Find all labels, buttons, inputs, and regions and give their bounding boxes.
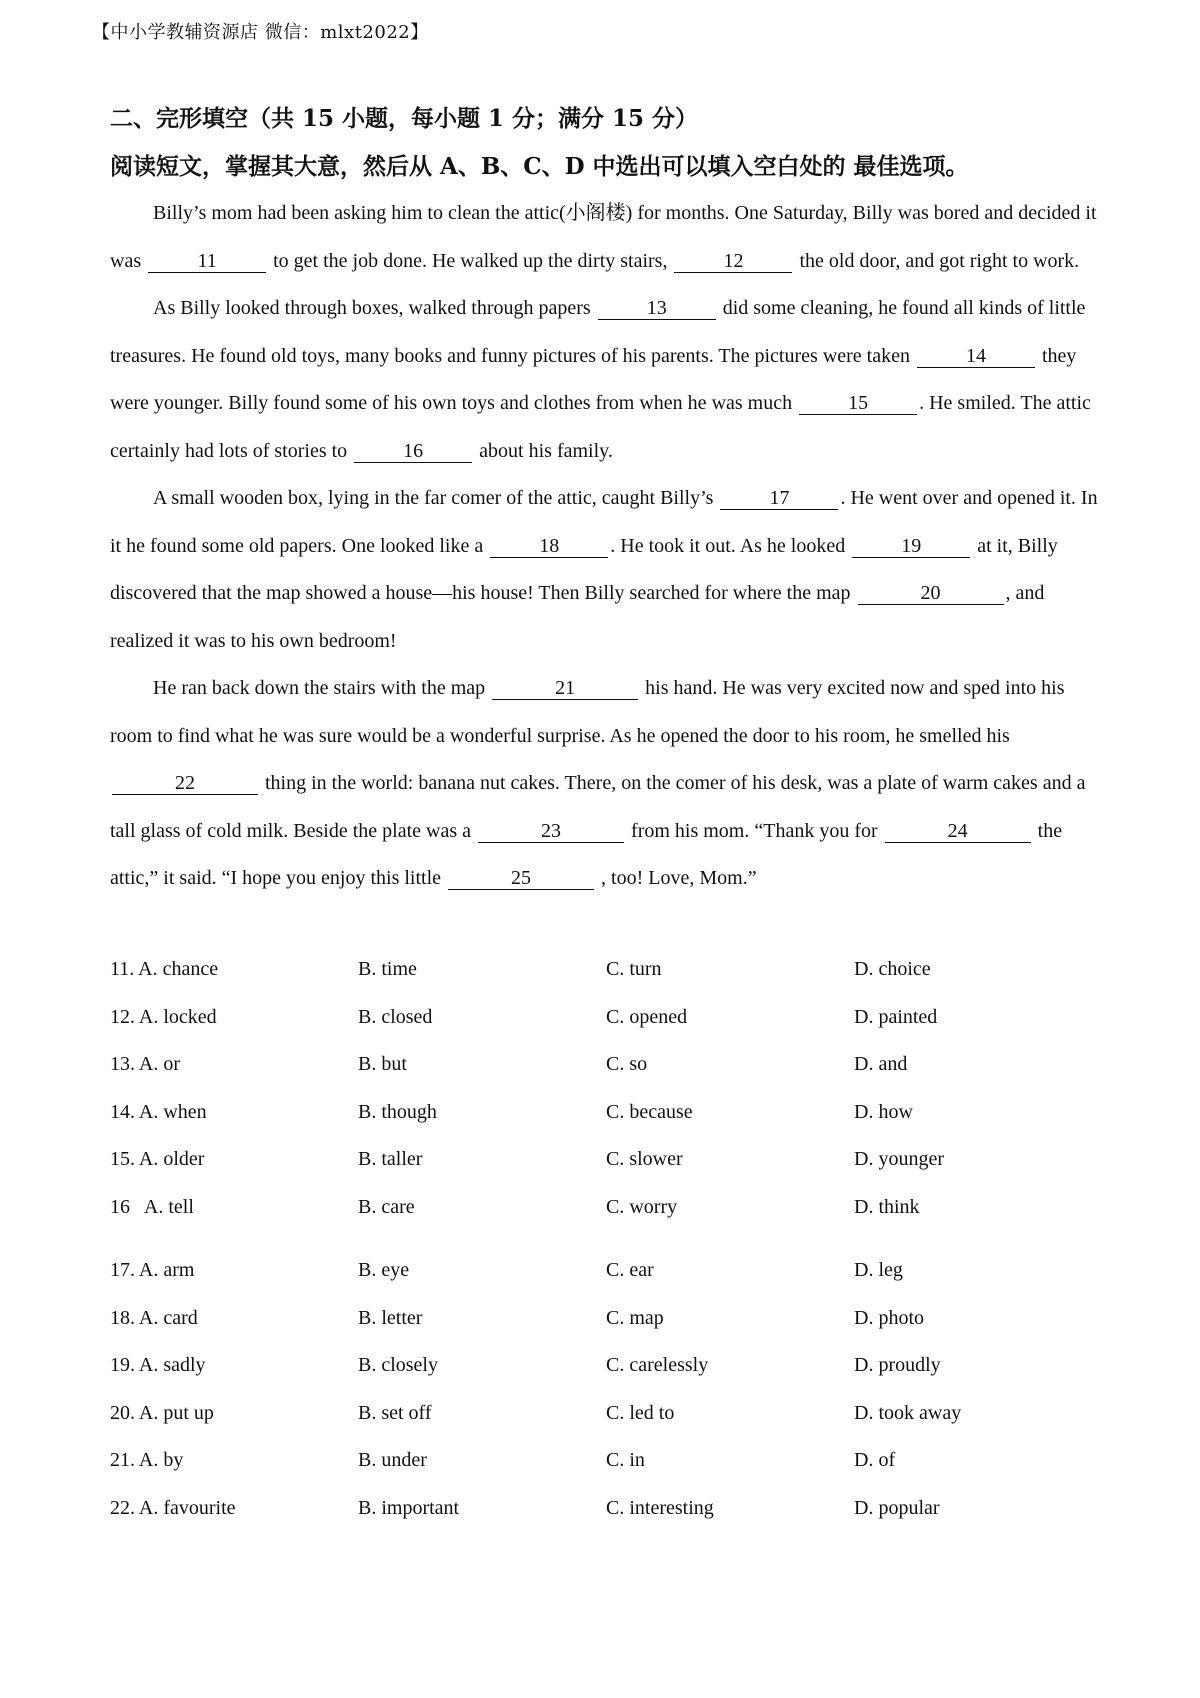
option-b: B. closed [358, 1005, 433, 1028]
blank-20: 20 [858, 582, 1004, 605]
blank-23: 23 [478, 820, 624, 843]
option-d: D. younger [854, 1148, 944, 1171]
option-d: D. leg [854, 1259, 903, 1282]
passage-text: from his mom. “Thank you for [626, 819, 883, 842]
reading-passage [110, 190, 1110, 903]
option-c: C. so [606, 1053, 648, 1076]
option-row-11 [110, 946, 1110, 994]
blank-14: 14 [917, 345, 1035, 368]
option-d: D. took away [854, 1401, 962, 1424]
option-c: C. in [606, 1449, 645, 1472]
option-b: B. though [358, 1100, 437, 1123]
answer-options [110, 946, 1110, 1532]
passage-text: the attic,” it said. “I hope you enjoy this little [110, 819, 1063, 889]
passage-text: . He smiled. The attic certainly had lots of stories to [110, 392, 1091, 462]
option-a: 21. A. by [110, 1449, 184, 1472]
blank-16: 16 [354, 440, 472, 463]
option-c: C. led to [606, 1401, 675, 1424]
option-d: D. proudly [854, 1354, 941, 1377]
option-row-20 [110, 1390, 1110, 1438]
blank-12: 12 [674, 250, 792, 273]
blank-24: 24 [885, 820, 1031, 843]
option-b: B. but [358, 1053, 407, 1076]
option-row-14 [110, 1089, 1110, 1137]
option-d: D. painted [854, 1005, 938, 1028]
passage-paragraph-3 [110, 475, 1110, 665]
blank-17: 17 [720, 487, 838, 510]
option-row-13 [110, 1041, 1110, 1089]
option-row-16 [110, 1184, 1110, 1232]
option-a: 15. A. older [110, 1148, 205, 1171]
instructions: 阅读短文，掌握其大意，然后从 A、B、C、D 中选出可以填入空白处的 最佳选项。 [110, 153, 969, 180]
option-c: C. turn [606, 958, 662, 981]
option-b: B. care [358, 1195, 415, 1218]
option-row-12 [110, 994, 1110, 1042]
option-d: D. and [854, 1053, 908, 1076]
passage-text: the old door, and got right to work. [794, 249, 1080, 272]
passage-text: . He went over and opened it. In it he found some old papers. One looked like a [110, 487, 1098, 557]
option-c: C. worry [606, 1195, 678, 1218]
blank-15: 15 [799, 392, 917, 415]
passage-text: thing in the world: banana nut cakes. There, on the comer of his desk, was a plate of warm cakes and a tall glass of cold milk. Beside the plate was a [110, 772, 1086, 842]
option-a: 14. A. when [110, 1100, 207, 1123]
option-b: B. letter [358, 1306, 423, 1329]
option-row-21 [110, 1437, 1110, 1485]
passage-text: Billy’s mom had been asking him to clean the attic(小阁楼) for months. One Saturday, Billy was bored and decided it was [110, 202, 1097, 272]
passage-paragraph-2 [110, 285, 1110, 475]
option-b: B. set off [358, 1401, 432, 1424]
header-note: 【中小学教辅资源店 微信：mlxt2022】 [92, 22, 429, 43]
blank-18: 18 [490, 535, 608, 558]
option-a: 22. A. favourite [110, 1496, 236, 1519]
passage-text: He ran back down the stairs with the map [153, 677, 491, 699]
passage-text: A small wooden box, lying in the far comer of the attic, caught Billy’s [153, 487, 719, 509]
option-b: B. time [358, 958, 417, 981]
option-d: D. photo [854, 1306, 924, 1329]
option-c: C. because [606, 1100, 693, 1123]
option-row-18 [110, 1295, 1110, 1343]
passage-paragraph-1 [110, 190, 1110, 285]
blank-13: 13 [598, 297, 716, 320]
option-row-22 [110, 1485, 1110, 1533]
option-d: D. think [854, 1195, 920, 1218]
option-c: C. opened [606, 1005, 688, 1028]
option-c: C. interesting [606, 1496, 714, 1519]
passage-text: they were younger. Billy found some of his own toys and clothes from when he was much [110, 344, 1077, 414]
option-c: C. slower [606, 1148, 683, 1171]
option-d: D. popular [854, 1496, 940, 1519]
option-b: B. eye [358, 1259, 410, 1282]
option-row-15 [110, 1136, 1110, 1184]
option-a: 20. A. put up [110, 1401, 214, 1424]
option-b: B. important [358, 1496, 460, 1519]
passage-paragraph-4 [110, 665, 1110, 903]
blank-22: 22 [112, 772, 258, 795]
option-row-17 [110, 1247, 1110, 1295]
option-d: D. choice [854, 958, 931, 981]
option-a: 16 A. tell [110, 1195, 194, 1218]
option-b: B. under [358, 1449, 427, 1472]
passage-text: about his family. [474, 439, 613, 462]
passage-text: at it, Billy discovered that the map showed a house—his house! Then Billy searched for where the map [110, 534, 1058, 604]
passage-text: , and realized it was to his own bedroom! [110, 582, 1045, 652]
passage-text: As Billy looked through boxes, walked through papers [153, 297, 596, 319]
passage-text: to get the job done. He walked up the dirty stairs, [268, 249, 673, 272]
passage-text: did some cleaning, he found all kinds of little treasures. He found old toys, many books and funny pictures of his parents. The pictures were taken [110, 297, 1086, 367]
option-c: C. ear [606, 1259, 654, 1282]
passage-text: his hand. He was very excited now and sped into his room to find what he was sure would be a wonderful surprise. As he opened the door to his room, he smelled his [110, 677, 1065, 747]
passage-text: , too! Love, Mom.” [596, 867, 757, 889]
passage-text: . He took it out. As he looked [610, 534, 851, 557]
section-title: 二、完形填空（共 15 小题，每小题 1 分；满分 15 分） [110, 105, 699, 132]
option-a: 19. A. sadly [110, 1354, 206, 1377]
option-d: D. of [854, 1449, 896, 1472]
option-row-19 [110, 1342, 1110, 1390]
blank-25: 25 [448, 867, 594, 890]
option-a: 12. A. locked [110, 1005, 217, 1028]
blank-19: 19 [852, 535, 970, 558]
option-b: B. closely [358, 1354, 438, 1377]
option-d: D. how [854, 1100, 913, 1123]
blank-21: 21 [492, 677, 638, 700]
option-c: C. carelessly [606, 1354, 709, 1377]
option-b: B. taller [358, 1148, 423, 1171]
option-a: 13. A. or [110, 1053, 180, 1076]
option-a: 11. A. chance [110, 958, 219, 981]
option-a: 18. A. card [110, 1306, 198, 1329]
option-c: C. map [606, 1306, 664, 1329]
blank-11: 11 [148, 250, 266, 273]
option-a: 17. A. arm [110, 1259, 195, 1282]
